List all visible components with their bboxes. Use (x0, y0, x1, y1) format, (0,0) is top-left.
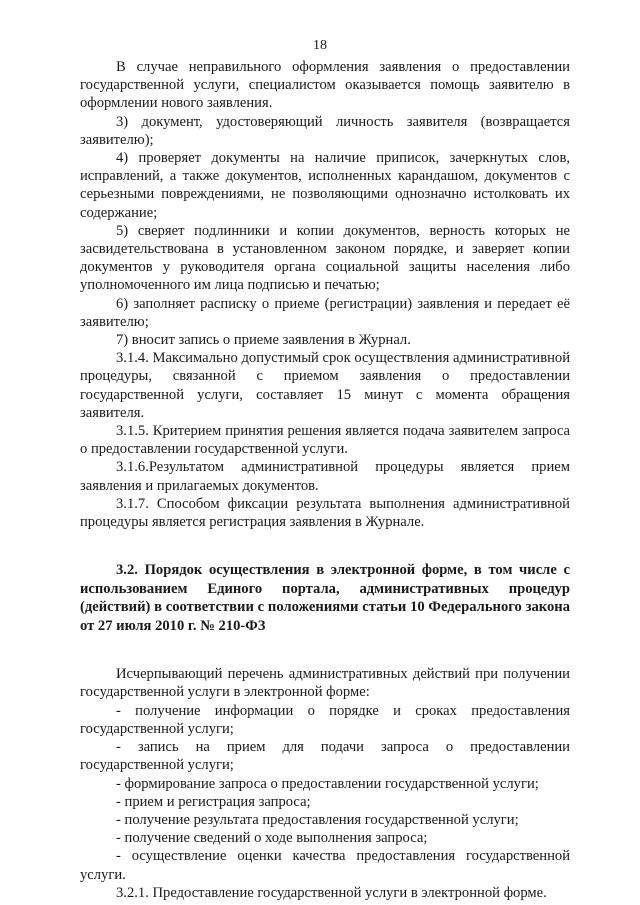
clause-3-2-1: 3.2.1. Предоставление государственной услуги в электронной форме. (116, 884, 547, 901)
document-body (80, 58, 570, 902)
list-item: - получение результата предоставления государственной услуги; (116, 811, 519, 828)
section-heading: 3.2. Порядок осуществления в электронной форме, в том числе с использованием Единого портала, административных процедур (действий) в соответствии с положениями статьи 10 Федерального закона от 27 июля 2010 г. № 210-ФЗ (80, 562, 570, 634)
page-number: 18 (313, 38, 327, 53)
list-item: - формирование запроса о предоставлении государственной услуги; (116, 775, 539, 792)
clause-3-1-7: 3.1.7. Способом фиксации результата выполнения административной процедуры является регистрация заявления в Журнале. (80, 495, 570, 531)
clause-3-1-4: 3.1.4. Максимально допустимый срок осуществления административной процедуры, связанной с приемом заявления о предоставлении государственной услуги, составляет 15 минут с момента обращения заявителя. (80, 350, 570, 421)
list-item: 7) вносит запись о приеме заявления в Журнал. (116, 332, 411, 349)
list-item: - прием и регистрация запроса; (116, 793, 311, 810)
list-item: - запись на прием для подачи запроса о предоставлении государственной услуги; (80, 739, 570, 774)
list-item: 4) проверяет документы на наличие приписок, зачеркнутых слов, исправлений, а также документов, исполненных карандашом, документов с серьезными повреждениями, не позволяющими однозначно истолковать их содержание; (80, 150, 570, 221)
list-item: - осуществление оценки качества предоставления государственной услуги. (80, 848, 570, 883)
paragraph: Исчерпывающий перечень административных действий при получении государственной услуги в электронной форме: (80, 666, 570, 701)
paragraph: В случае неправильного оформления заявления о предоставлении государственной услуги, специалистом оказывается помощь заявителю в оформлении нового заявления. (80, 59, 570, 112)
list-item: - получение сведений о ходе выполнения запроса; (116, 830, 428, 847)
clause-3-1-5: 3.1.5. Критерием принятия решения является подача заявителем запроса о предоставлении государственной услуги. (80, 423, 570, 458)
list-item: - получение информации о порядке и сроках предоставления государственной услуги; (80, 702, 570, 737)
list-item: 3) документ, удостоверяющий личность заявителя (возвращается заявителю); (80, 113, 570, 148)
list-item: 5) сверяет подлинники и копии документов, верность которых не засвидетельствована в установленном законом порядке, и заверяет копии документов у руководителя органа социальной защиты населения либо уполномоченного им лица подписью и печатью; (80, 222, 570, 294)
clause-3-1-6: 3.1.6.Результатом административной процедуры является прием заявления и прилагаемых документов. (80, 459, 570, 494)
list-item: 6) заполняет расписку о приеме (регистрации) заявления и передает её заявителю; (80, 295, 570, 330)
